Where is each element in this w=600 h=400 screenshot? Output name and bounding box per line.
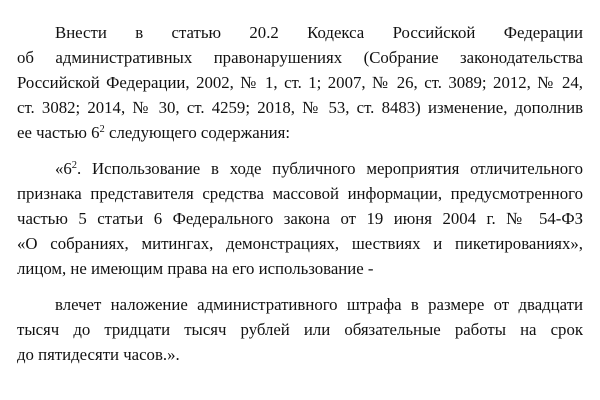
superscript-2: 2 <box>99 124 105 135</box>
paragraph-2-line-5: лицом, не имеющим права на его использование - <box>17 259 374 278</box>
paragraph-2-line-1-end: . Использование в ходе публичного мероприятия отличительного <box>77 159 583 178</box>
paragraph-1-line-5-start: ее частью 6 <box>17 123 100 142</box>
paragraph-1-line-1: Внести в статью 20.2 Кодекса Российской Федерации <box>55 23 583 42</box>
paragraph-1-line-5-end: следующего содержания: <box>104 123 291 142</box>
paragraph-2-line-3: частью 5 статьи 6 Федерального закона от 19 июня 2004 г. № 54-ФЗ <box>17 209 583 228</box>
paragraph-2-line-1-start: «6 <box>55 159 72 178</box>
paragraph-2-line-4: «О собраниях, митингах, демонстрациях, шествиях и пикетированиях», <box>17 234 583 253</box>
paragraph-2-line-1 <box>55 158 583 180</box>
paragraph-1-line-2: об административных правонарушениях (Собрание законодательства <box>17 48 583 67</box>
paragraph-1-line-4: ст. 3082; 2014, № 30, ст. 4259; 2018, № 53, ст. 8483) изменение, дополнив <box>17 98 583 117</box>
paragraph-3-line-1: влечет наложение административного штрафа в размере от двадцати <box>55 295 583 314</box>
paragraph-2-line-2: признака представителя средства массовой информации, предусмотренного <box>17 184 583 203</box>
paragraph-1-line-5 <box>17 122 290 144</box>
paragraph-1-line-3: Российской Федерации, 2002, № 1, ст. 1; 2007, № 26, ст. 3089; 2012, № 24, <box>17 73 583 92</box>
paragraph-3-line-3: до пятидесяти часов.». <box>17 345 180 364</box>
paragraph-3-line-2: тысяч до тридцати тысяч рублей или обязательные работы на срок <box>17 320 583 339</box>
superscript-2: 2 <box>71 160 78 171</box>
